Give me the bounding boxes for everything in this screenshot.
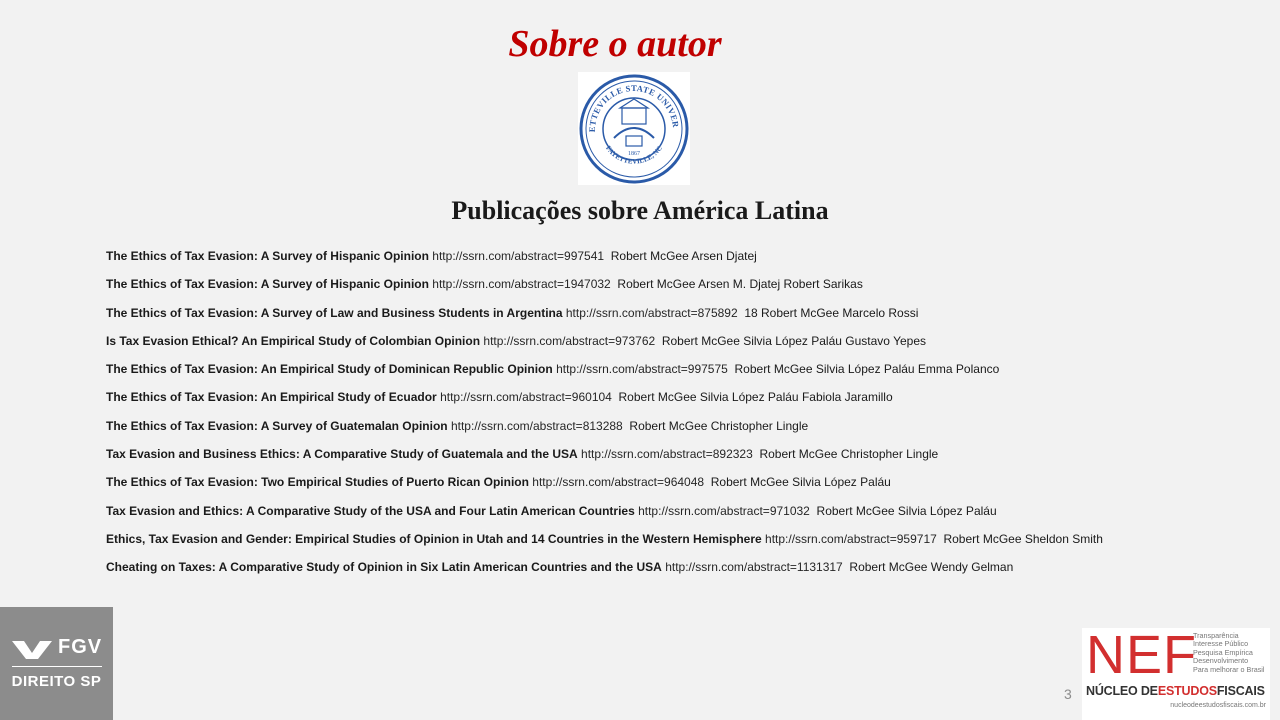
publication-url[interactable]: http://ssrn.com/abstract=813288 [450,418,623,433]
publication-url[interactable]: http://ssrn.com/abstract=959717 [765,531,937,546]
nef-name-part: NÚCLEO DE [1086,684,1158,698]
publication-url[interactable]: http://ssrn.com/abstract=1131317 [665,560,843,575]
publication-url[interactable]: http://ssrn.com/abstract=964048 [532,475,705,490]
seal-year: 1867 [628,151,640,157]
seal-bottom-text: FAYETTEVILLE, NC [604,144,664,166]
publication-title: Is Tax Evasion Ethical? An Empirical Study of Colombian Opinion [106,333,481,348]
publication-item [106,472,1266,500]
page-number: 3 [1064,686,1072,702]
publication-url[interactable]: http://ssrn.com/abstract=971032 [638,503,810,518]
publication-authors: Robert McGee Silvia López Paláu [816,503,997,518]
fgv-direito-sp-logo [0,607,113,720]
nef-logo-name [1086,684,1265,698]
publication-authors: 18 Robert McGee Marcelo Rossi [744,305,919,320]
seal-top-text: ETTEVILLE STATE UNIVER [586,83,682,133]
publication-title: The Ethics of Tax Evasion: An Empirical Study of Dominican Republic Opinion [106,362,553,377]
publication-title: The Ethics of Tax Evasion: Two Empirical Studies of Puerto Rican Opinion [106,475,529,490]
nef-tagline-line: Transparência [1193,631,1239,640]
publication-title: The Ethics of Tax Evasion: A Survey of Hispanic Opinion [106,249,429,263]
publication-title: Tax Evasion and Ethics: A Comparative Study of the USA and Four Latin American Countries [106,503,635,518]
university-seal-logo [578,72,690,185]
publication-authors: Robert McGee Arsen M. Djatej Robert Sarikas [617,277,863,292]
publication-title: Ethics, Tax Evasion and Gender: Empirical Studies of Opinion in Utah and 14 Countries in the Western Hemisphere [106,531,762,546]
publications-heading: Publicações sobre América Latina [451,196,829,225]
publication-item [106,444,1266,472]
publication-title: Tax Evasion and Business Ethics: A Comparative Study of Guatemala and the USA [106,447,578,462]
nef-tagline-line: Pesquisa Empírica [1193,647,1253,657]
fgv-logo-text: FGV [58,636,103,658]
publication-item [106,246,1266,274]
publication-item [106,303,1266,331]
fgv-logo-divider [12,666,102,667]
publication-url[interactable]: http://ssrn.com/abstract=973762 [483,333,656,348]
publication-url[interactable]: http://ssrn.com/abstract=875892 [565,305,738,320]
publication-item [106,331,1266,359]
publication-item [106,387,1266,415]
publication-url[interactable]: http://ssrn.com/abstract=960104 [440,390,612,405]
publication-authors: Robert McGee Silvia López Paláu Emma Polanco [734,362,1000,377]
slide-title: Sobre o autor [508,23,722,65]
publication-authors: Robert McGee Arsen Djatej [610,249,757,263]
publication-authors: Robert McGee Christopher Lingle [759,447,939,462]
university-seal-icon [578,72,690,185]
publication-title: The Ethics of Tax Evasion: A Survey of Guatemalan Opinion [106,418,448,433]
publication-authors: Robert McGee Christopher Lingle [629,418,809,433]
publication-item [106,359,1266,387]
publications-list [106,246,1266,586]
publication-title: The Ethics of Tax Evasion: A Survey of Hispanic Opinion [106,277,429,292]
fgv-logo-subtext: DIREITO SP [11,673,102,690]
nef-logo-tagline [1193,632,1265,674]
publication-item [106,557,1266,585]
publication-title: The Ethics of Tax Evasion: An Empirical Study of Ecuador [106,390,437,405]
publication-url[interactable]: http://ssrn.com/abstract=892323 [581,447,753,462]
publication-item [106,501,1266,529]
fgv-logo-mark-icon [12,637,52,659]
publication-item [106,416,1266,444]
nef-name-part: ESTUDOS [1157,684,1217,698]
publication-title: The Ethics of Tax Evasion: A Survey of Law and Business Students in Argentina [106,305,563,320]
nef-logo-letters: NEF [1086,625,1197,685]
nef-tagline-line: Para melhorar o Brasil [1193,664,1265,674]
nef-tagline-line: Interesse Público [1193,639,1249,649]
publication-item [106,529,1266,557]
nef-logo-url: nucleodeestudosfiscais.com.br [1170,702,1266,709]
nef-logo [1082,625,1270,720]
publication-title: Cheating on Taxes: A Comparative Study of Opinion in Six Latin American Countries and the USA [106,560,662,575]
publication-authors: Robert McGee Silvia López Paláu Fabiola Jaramillo [618,390,893,405]
nef-name-part: FISCAIS [1216,684,1265,698]
nef-tagline-line: Desenvolvimento [1193,656,1249,666]
publication-authors: Robert McGee Wendy Gelman [849,560,1014,575]
publication-authors: Robert McGee Silvia López Paláu [710,475,891,490]
publication-url[interactable]: http://ssrn.com/abstract=997575 [556,362,728,377]
publication-item [106,274,1266,302]
publication-url[interactable]: http://ssrn.com/abstract=997541 [432,249,605,263]
publication-url[interactable]: http://ssrn.com/abstract=1947032 [432,277,611,292]
publication-authors: Robert McGee Silvia López Paláu Gustavo Yepes [661,333,927,348]
publication-authors: Robert McGee Sheldon Smith [943,531,1103,546]
